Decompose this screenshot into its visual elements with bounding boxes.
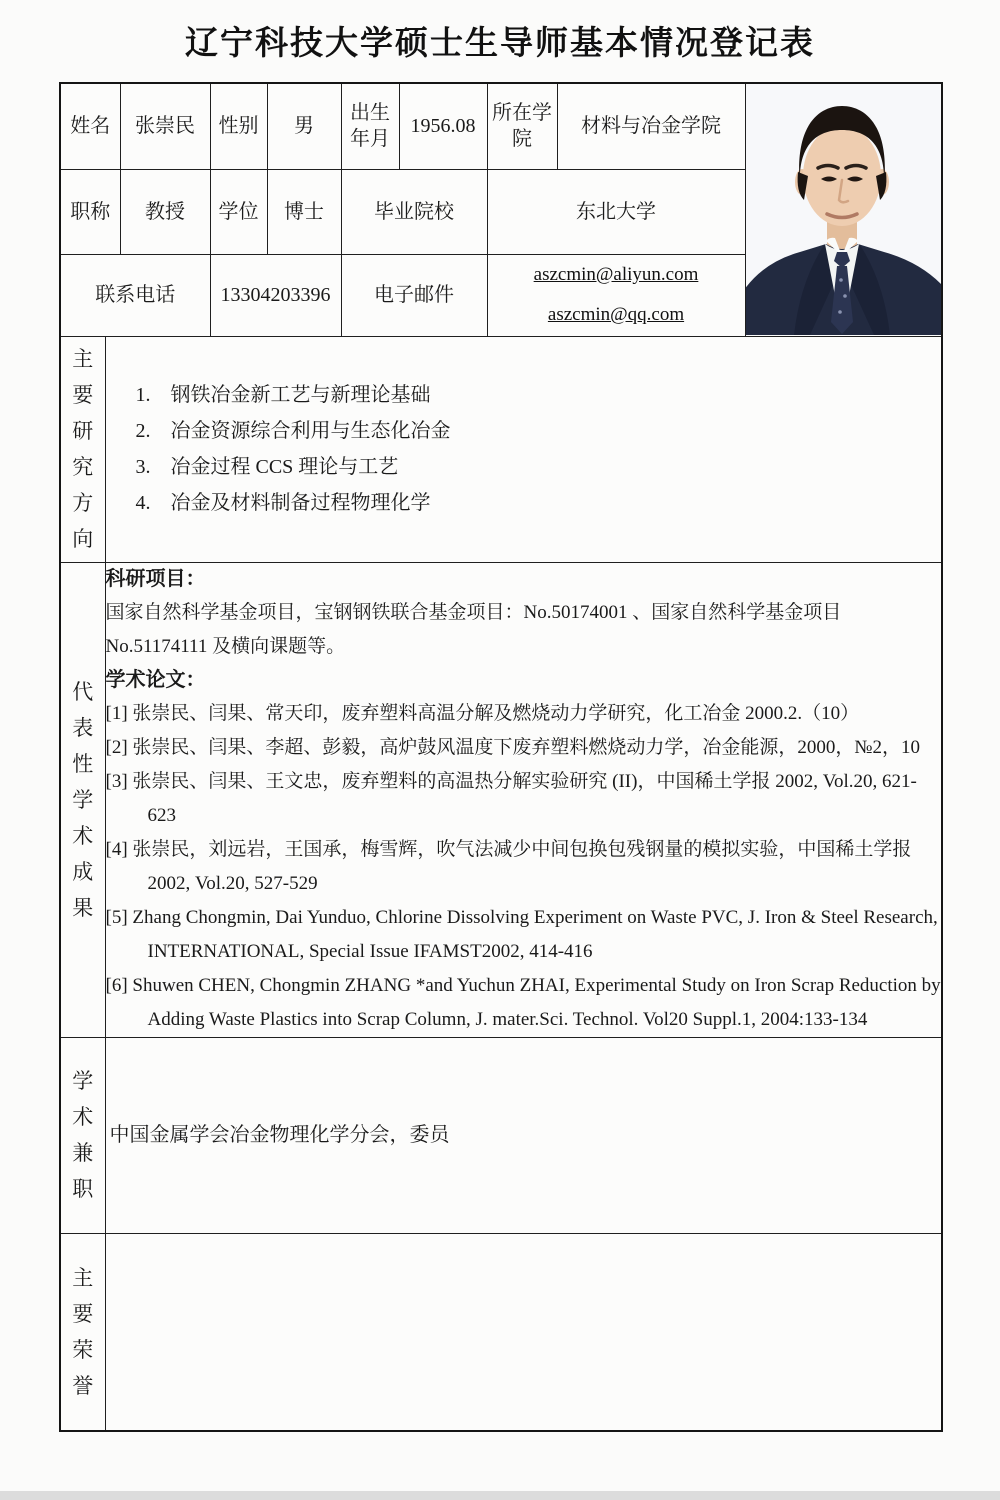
research-direction-item — [136, 413, 942, 449]
item-text: 冶金资源综合利用与生态化冶金 — [170, 420, 451, 442]
item-number: 1. — [135, 384, 151, 406]
degree-label: 学位 — [210, 169, 267, 254]
academic-positions-label: 学术兼职 — [60, 1037, 105, 1233]
research-directions-label: 主要研究方向 — [60, 336, 105, 562]
photo-cell — [745, 83, 942, 336]
item-number: 2. — [135, 420, 151, 442]
supervisor-registration-form — [59, 82, 943, 1432]
phone-value: 13304203396 — [210, 254, 341, 336]
item-text: 钢铁冶金新工艺与新理论基础 — [170, 384, 431, 406]
paper-item: [5] Zhang Chongmin, Dai Yunduo, Chlorine Dissolving Experiment on Waste PVC, J. Iron & Steel Research, INTERNATIONAL, Special Issue IFAMST2002, 414-416 — [105, 906, 938, 962]
research-direction-item — [136, 485, 942, 521]
alma-value: 东北大学 — [487, 169, 745, 254]
item-text: 冶金过程 CCS 理论与工艺 — [170, 456, 399, 478]
row-basic-1 — [60, 83, 942, 169]
research-directions-content — [105, 336, 942, 562]
college-label: 所在学院 — [487, 83, 557, 169]
name-label: 姓名 — [60, 83, 120, 169]
email-link-qq[interactable]: aszcmin@qq.com — [547, 304, 685, 325]
achievements-label: 代表性学术成果 — [60, 562, 105, 1037]
paper-item: [2] 张崇民、闫果、李超、彭毅，高炉鼓风温度下废弃塑料燃烧动力学，冶金能源，2000，№2，10 — [105, 736, 921, 758]
row-achievements — [60, 562, 942, 1037]
research-direction-item — [136, 449, 942, 485]
paper-item: [1] 张崇民、闫果、常天印，废弃塑料高温分解及燃烧动力学研究，化工冶金 2000.2.（10） — [105, 702, 860, 724]
item-text: 冶金及材料制备过程物理化学 — [170, 492, 431, 514]
degree-value: 博士 — [267, 169, 341, 254]
projects-header: 科研项目： — [105, 567, 206, 590]
main-honors-label: 主要荣誉 — [60, 1233, 105, 1431]
gender-value: 男 — [267, 83, 341, 169]
achievements-content — [105, 562, 942, 1037]
prof-title-value: 教授 — [120, 169, 210, 254]
item-number: 3. — [135, 456, 151, 478]
email-link-aliyun[interactable]: aszcmin@aliyun.com — [533, 264, 699, 285]
page-title: 辽宁科技大学硕士生导师基本情况登记表 — [185, 26, 815, 62]
birth-label: 出生年月 — [341, 83, 399, 169]
academic-positions-content — [105, 1037, 942, 1233]
college-value: 材料与冶金学院 — [557, 83, 745, 169]
paper-item: [4] 张崇民，刘远岩，王国承，梅雪辉，吹气法减少中间包换包残钢量的模拟实验，中国稀土学报 2002, Vol.20, 527-529 — [105, 838, 912, 894]
projects-text: 国家自然科学基金项目，宝钢钢铁联合基金项目：No.50174001 、国家自然科学基金项目 No.51174111 及横向课题等。 — [105, 601, 842, 657]
paper-item: [6] Shuwen CHEN, Chongmin ZHANG *and Yuchun ZHAI, Experimental Study on Iron Scrap Reduction by Adding Waste Plastics into Scrap Column, J. mater.Sci. Technol. Vol20 Suppl.1, 2004:133-134 — [105, 974, 941, 1030]
alma-label: 毕业院校 — [341, 169, 487, 254]
papers-header: 学术论文： — [105, 668, 206, 691]
email-cell — [487, 254, 745, 336]
research-direction-item — [136, 377, 942, 413]
academic-positions-text: 中国金属学会冶金物理化学分会，委员 — [109, 1124, 450, 1146]
prof-title-label: 职称 — [60, 169, 120, 254]
research-directions-list — [106, 377, 942, 521]
row-research-directions — [60, 336, 942, 562]
phone-label: 联系电话 — [60, 254, 210, 336]
gender-label: 性别 — [210, 83, 267, 169]
main-honors-content — [105, 1233, 942, 1431]
paper-item: [3] 张崇民、闫果、王文忠，废弃塑料的高温热分解实验研究 (II)，中国稀土学报 2002, Vol.20, 621-623 — [105, 770, 917, 826]
row-main-honors — [60, 1233, 942, 1431]
page-bottom-edge — [0, 1491, 1000, 1500]
name-value: 张崇民 — [120, 83, 210, 169]
birth-value: 1956.08 — [399, 83, 487, 169]
row-academic-positions — [60, 1037, 942, 1233]
portrait-photo-icon — [746, 84, 941, 335]
item-number: 4. — [135, 492, 151, 514]
email-label: 电子邮件 — [341, 254, 487, 336]
